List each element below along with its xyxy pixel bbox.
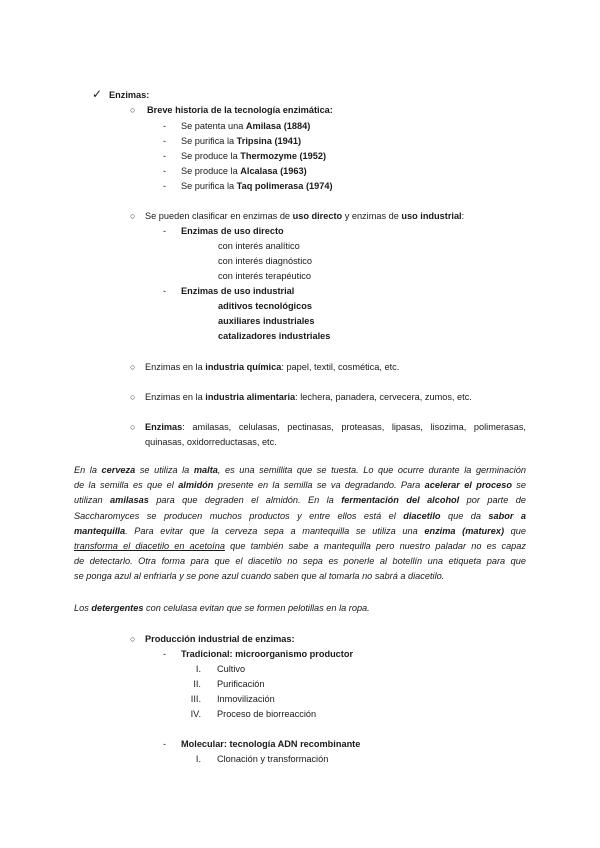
direct-use-item: con interés diagnóstico [218,256,312,266]
dash-bullet-icon: - [163,166,166,176]
roman-numeral: III. [190,694,201,704]
roman-numeral: I. [195,754,201,764]
roman-numeral: II. [193,679,201,689]
molecular-title: Molecular: tecnología ADN recombinante [181,739,361,749]
circle-bullet-icon: ○ [130,211,136,221]
detergentes-line: Los detergentes con celulasa evitan que se formen pelotillas en la ropa. [74,603,370,613]
classify-line: Se pueden clasificar en enzimas de uso directo y enzimas de uso industrial: [145,211,465,221]
industrial-use-item: auxiliares industriales [218,316,315,326]
circle-bullet-icon: ○ [130,392,136,402]
enzimas-list-line: quinasas, oxidorreductasas, etc. [145,437,277,447]
enzimas-list-line: Enzimas: amilasas, celulasas, pectinasas, proteasas, lipasas, lisozima, polimerasas, [145,422,526,432]
dash-bullet-icon: - [163,181,166,191]
dash-bullet-icon: - [163,226,166,236]
tradicional-item: Cultivo [217,664,246,674]
industrial-use-item: aditivos tecnológicos [218,301,312,311]
tradicional-item: Purificación [217,679,265,689]
circle-bullet-icon: ○ [130,422,136,432]
cerveza-paragraph [74,463,526,585]
paragraph-line: de la semilla es que el almidón presente en la semilla se va degradando. Para acelerar el proceso se [74,480,526,491]
paragraph-line: Saccharomyces se producen muchos productos y entre ellos está el diacetilo que da sabor a [74,510,526,521]
paragraph-line: de detectarlo. Otra forma para que el diacetilo no sepa es ponerle al botellín una etiqueta para que [74,556,526,567]
circle-bullet-icon: ○ [130,634,136,644]
history-title: Breve historia de la tecnología enzimática: [147,105,333,115]
history-item: Se produce la Thermozyme (1952) [181,151,327,161]
paragraph-line: mantequilla. Para evitar que la cerveza sepa a mantequilla se utiliza una enzima (maturex) que [74,525,526,536]
tradicional-item: Inmovilización [217,694,275,704]
section-title: Enzimas: [109,90,150,100]
history-item: Se purifica la Taq polimerasa (1974) [181,181,333,191]
dash-bullet-icon: - [163,136,166,146]
dash-bullet-icon: - [163,649,166,659]
paragraph-line: se ponga azul al enfriarla y se pone azul cuando saben que al tomarla no sabrá a diacetilo. [74,571,445,582]
industrial-use-title: Enzimas de uso industrial [181,286,295,296]
produccion-title: Producción industrial de enzimas: [145,634,295,644]
industria-quimica-line: Enzimas en la industria química: papel, textil, cosmética, etc. [145,362,400,372]
paragraph-line: En la cerveza se utiliza la malta, es una semillita que se tuesta. Lo que ocurre durante la germinación [74,465,526,475]
history-item: Se purifica la Tripsina (1941) [181,136,302,146]
dash-bullet-icon: - [163,151,166,161]
roman-numeral: I. [195,664,201,674]
circle-bullet-icon: ○ [130,105,136,115]
tradicional-item: Proceso de biorreacción [217,709,317,719]
industria-alimentaria-line: Enzimas en la industria alimentaria: lechera, panadera, cervecera, zumos, etc. [145,392,472,402]
paragraph-line: transforma el diacetilo en acetoína que también sabe a mantequilla pero nuestro paladar no es capaz [74,541,527,552]
molecular-item: Clonación y transformación [217,754,329,764]
dash-bullet-icon: - [163,286,166,296]
direct-use-item: con interés terapéutico [218,271,311,281]
industrial-use-item: catalizadores industriales [218,331,331,341]
checkmark-icon: ✓ [92,87,103,101]
roman-numeral: IV. [190,709,201,719]
direct-use-item: con interés analítico [218,241,300,251]
history-item: Se patenta una Amilasa (1884) [181,121,311,131]
paragraph-line: utilizan amilasas para que degraden el almidón. En la fermentación del alcohol por parte de [74,495,526,506]
circle-bullet-icon: ○ [130,362,136,372]
history-item: Se produce la Alcalasa (1963) [181,166,307,176]
dash-bullet-icon: - [163,739,166,749]
tradicional-title: Tradicional: microorganismo productor [181,649,354,659]
direct-use-title: Enzimas de uso directo [181,226,284,236]
dash-bullet-icon: - [163,121,166,131]
